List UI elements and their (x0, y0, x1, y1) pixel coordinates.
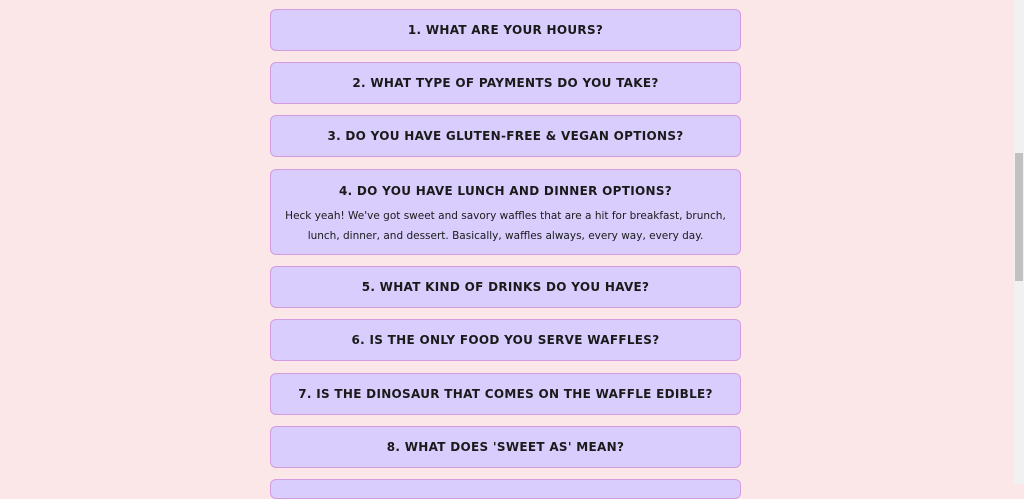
faq-list (270, 0, 743, 484)
faq-question: 3. DO YOU HAVE GLUTEN-FREE & VEGAN OPTIONS? (327, 129, 684, 143)
faq-question: 6. IS THE ONLY FOOD YOU SERVE WAFFLES? (351, 333, 660, 347)
faq-item-4-expanded[interactable] (270, 169, 741, 255)
vertical-scrollbar[interactable] (1014, 0, 1024, 484)
faq-item-1[interactable] (270, 9, 741, 51)
faq-question: 4. DO YOU HAVE LUNCH AND DINNER OPTIONS? (338, 184, 673, 198)
faq-item-5[interactable] (270, 266, 741, 308)
faq-answer: Heck yeah! We've got sweet and savory waffles that are a hit for breakfast, brunch, lunch, dinner, and dessert. Basically, waffles always, every way, every day. (285, 210, 726, 242)
faq-item-8[interactable] (270, 426, 741, 468)
scrollbar-thumb[interactable] (1015, 153, 1023, 281)
faq-question: 1. WHAT ARE YOUR HOURS? (407, 23, 604, 37)
faq-item-3[interactable] (270, 115, 741, 157)
faq-item-7[interactable] (270, 373, 741, 415)
faq-question: 2. WHAT TYPE OF PAYMENTS DO YOU TAKE? (352, 76, 659, 90)
faq-question: 8. WHAT DOES 'SWEET AS' MEAN? (386, 440, 625, 454)
faq-item-6[interactable] (270, 319, 741, 361)
faq-item-2[interactable] (270, 62, 741, 104)
faq-question: 7. IS THE DINOSAUR THAT COMES ON THE WAFFLE EDIBLE? (298, 387, 713, 401)
faq-question: 5. WHAT KIND OF DRINKS DO YOU HAVE? (361, 280, 650, 294)
faq-item-partial[interactable] (270, 479, 741, 499)
